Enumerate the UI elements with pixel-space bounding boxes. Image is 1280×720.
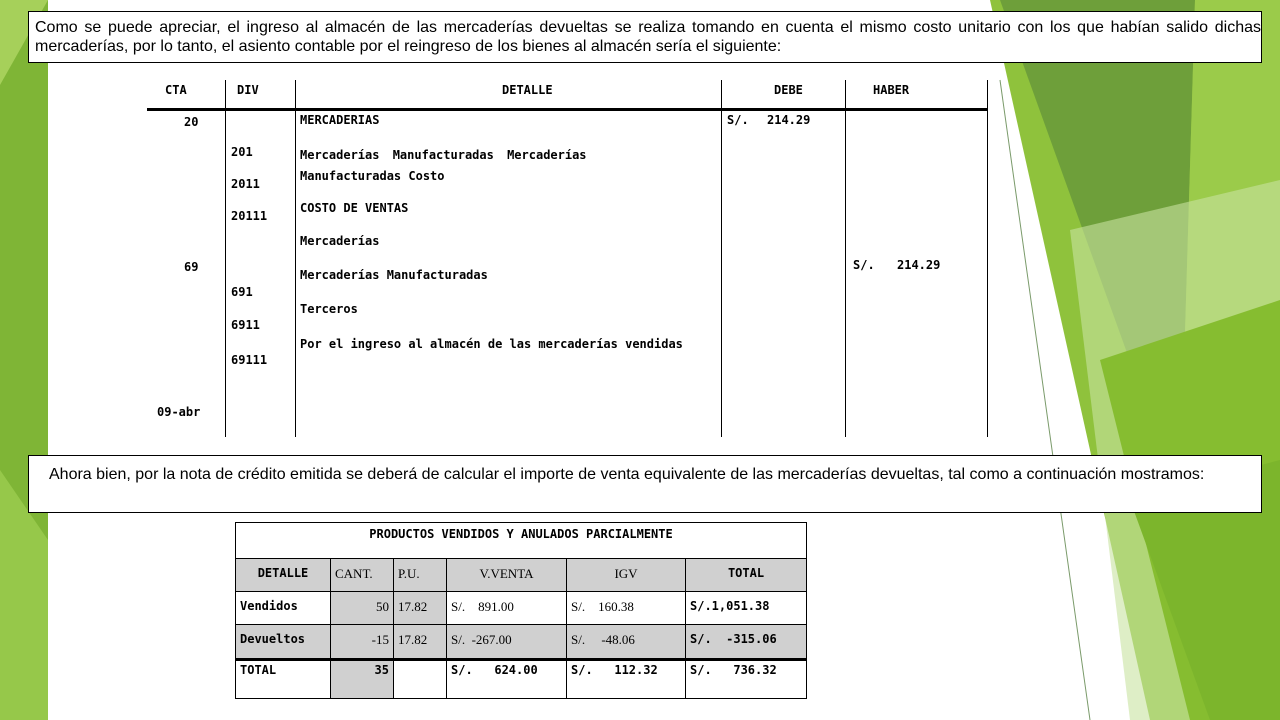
- journal-entry-table: [147, 80, 988, 437]
- sales-cell: S/. -315.06: [686, 625, 806, 661]
- col-cta: [147, 80, 226, 437]
- detalle-line: Mercaderías Manufacturadas Mercaderías: [300, 148, 587, 162]
- sales-title: PRODUCTOS VENDIDOS Y ANULADOS PARCIALMENTE: [236, 523, 806, 559]
- header-div: DIV: [237, 83, 259, 97]
- debe-amount: 214.29: [767, 113, 811, 127]
- sales-cell: S/. 624.00: [447, 661, 567, 698]
- col-debe: [721, 80, 846, 437]
- sales-cell: 35: [331, 661, 394, 698]
- div-value: 691: [231, 285, 253, 299]
- outro-textbox: [28, 455, 1262, 513]
- sales-cell: Devueltos: [236, 625, 331, 661]
- haber-currency: S/.: [853, 258, 875, 272]
- sales-cell: [394, 661, 447, 698]
- sales-cell: S/. 736.32: [690, 663, 777, 677]
- sales-cell: S/. 891.00: [447, 592, 567, 625]
- sales-header-cell: TOTAL: [686, 559, 806, 592]
- detalle-line: COSTO DE VENTAS: [300, 201, 409, 215]
- sales-cell: S/. -48.06: [567, 625, 686, 661]
- div-value: 201: [231, 145, 253, 159]
- sales-table: [235, 522, 807, 699]
- detalle-line: Manufacturadas Costo: [300, 169, 445, 183]
- sales-cell: TOTAL: [236, 661, 331, 698]
- sales-cell: S/. 160.38: [567, 592, 686, 625]
- detalle-line: MERCADERIAS: [300, 113, 380, 127]
- sales-header-cell: IGV: [567, 559, 686, 592]
- sales-cell: 17.82: [394, 625, 447, 661]
- sales-cell: Vendidos: [236, 592, 331, 625]
- sales-header-cell: V.VENTA: [447, 559, 567, 592]
- sales-cell: S/. -267.00: [447, 625, 567, 661]
- div-value: 2011: [231, 177, 260, 191]
- sales-header-cell: CANT.: [331, 559, 394, 592]
- outro-text: Ahora bien, por la nota de crédito emitida se deberá de calcular el importe de venta equivalente de las mercaderías devueltas, tal como a continuación mostramos:: [49, 466, 1205, 483]
- col-detalle: [295, 80, 722, 437]
- sales-cell: 50: [331, 592, 394, 625]
- cta-value: 69: [184, 260, 199, 274]
- sales-cell: S/. 112.32: [567, 661, 686, 698]
- date-value: 09-abr: [157, 405, 201, 419]
- sales-cell: S/.1,051.38: [686, 592, 806, 625]
- div-value: 69111: [231, 353, 268, 367]
- header-debe: DEBE: [774, 83, 803, 97]
- cta-value: 20: [184, 115, 199, 129]
- header-detalle: DETALLE: [502, 83, 553, 97]
- debe-currency: S/.: [727, 113, 749, 127]
- header-haber: HABER: [873, 83, 910, 97]
- sales-cell: 17.82: [394, 592, 447, 625]
- div-value: 20111: [231, 209, 268, 223]
- detalle-line: Por el ingreso al almacén de las mercaderías vendidas: [300, 337, 683, 351]
- intro-textbox: [28, 11, 1262, 63]
- intro-text: Como se puede apreciar, el ingreso al almacén de las mercaderías devueltas se realiza tomando en cuenta el mismo costo unitario con los que habían salido dichas mercaderías, por lo tanto, el asiento contable por el reingreso de los bienes al almacén sería el siguiente:: [35, 19, 1261, 55]
- col-div: [225, 80, 296, 437]
- detalle-line: Terceros: [300, 302, 358, 316]
- sales-header-cell: P.U.: [394, 559, 447, 592]
- sales-header-cell: DETALLE: [236, 559, 331, 592]
- detalle-line: Mercaderías: [300, 234, 380, 248]
- header-cta: CTA: [165, 83, 187, 97]
- haber-amount: 214.29: [897, 258, 941, 272]
- div-value: 6911: [231, 318, 260, 332]
- sales-cell: -15: [331, 625, 394, 661]
- detalle-line: Mercaderías Manufacturadas: [300, 268, 488, 282]
